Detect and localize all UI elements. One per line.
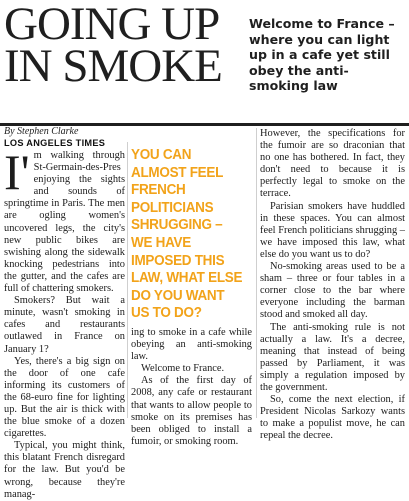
headline: GOING UP IN SMOKE — [4, 0, 222, 92]
paragraph: ing to smoke in a cafe while obeying an anti-smoking law. — [131, 327, 252, 363]
byline: By Stephen Clarke — [4, 126, 79, 137]
paragraph: Yes, there's a big sign on the door of one cafe informing its customers of the 68-euro fine for lighting up. But the air is thick with the blue smoke of a dozen cigarettes. — [4, 355, 125, 440]
paragraph: No-smoking areas used to be a sham – three or four tables in a corner close to the bar where everyone including the barman stood and smoked all day. — [260, 261, 405, 321]
pull-quote: YOU CAN ALMOST FEEL FRENCH POLITICIANS SHRUGGING – WE HAVE IMPOSED THIS LAW, WHAT ELSE DO YOU WANT US TO DO? — [131, 147, 243, 322]
paragraph: As of the first day of 2008, any cafe or restaurant that wants to allow people to smoke on its premises has been obliged to install a fumoir, or smoking room. — [131, 375, 252, 447]
paragraph: Welcome to France. — [141, 363, 225, 375]
source-outlet: LOS ANGELES TIMES — [4, 138, 106, 148]
column-divider — [127, 142, 128, 418]
article-column-1 — [4, 144, 125, 501]
article-column-3 — [260, 128, 405, 442]
paragraph: However, the specifications for the fumoir are so draconian that no one has bothered. In fact, they don't need to because it is perfectly legal to smoke on the terrace. — [260, 128, 405, 200]
standfirst: Welcome to France – where you can light up in a cafe yet still obey the anti-smoking law — [249, 16, 395, 93]
paragraph: I'm walking through St-Germain-des-Pres enjoying the sights and sounds of springtime in Paris. The men are ogling women's uncovered legs, the city's new public bikes are swishing along the sidewalk knocking pedestrians into the gutter, and the cafes are full of chattering smokers. — [4, 144, 125, 295]
paragraph: Parisian smokers have huddled in these spaces. You can almost feel French politicians shrugging – we have imposed this law, what else do you want us to do? — [260, 200, 405, 260]
article-column-2 — [131, 327, 252, 448]
paragraph: The anti-smoking rule is not actually a law. It's a decree, meaning that instead of being passed by Parliament, it was simply a regulation imposed by the government. — [260, 321, 405, 393]
paragraph: Smokers? But wait a minute, wasn't smoking in cafes and restaurants outlawed in France on January 1? — [4, 295, 125, 355]
paragraph: So, come the next election, if President Nicolas Sarkozy wants to make a populist move, he can repeal the decree. — [260, 394, 405, 442]
column-divider — [256, 128, 257, 418]
paragraph: Typical, you might think, this blatant French disregard for the law. But you'd be wrong, because they're manag- — [4, 440, 125, 500]
